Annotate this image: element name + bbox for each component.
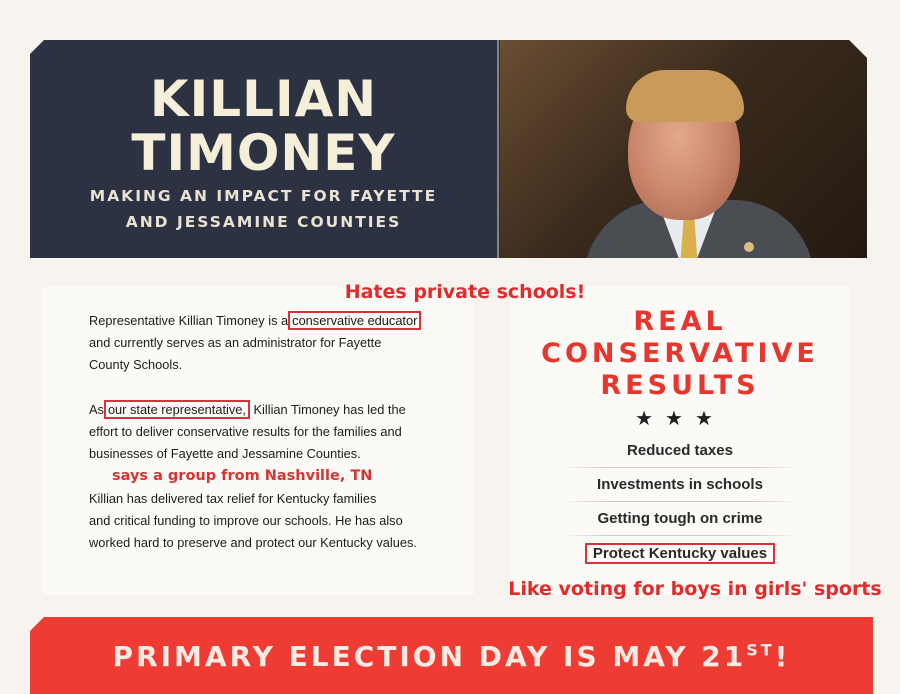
result-reduced-taxes: Reduced taxes (627, 442, 733, 459)
lapel-pin (744, 242, 754, 252)
election-exclaim: ! (774, 640, 791, 673)
p2-text-b: Killian Timoney has led the (253, 402, 406, 417)
name-line-2: TIMONEY (131, 124, 396, 182)
annotation-sports: Like voting for boys in girls' sports (508, 578, 882, 600)
p1-text-c: County Schools. (89, 357, 183, 372)
annotation-private-schools: Hates private schools! (344, 281, 586, 303)
conservative-educator-highlight: conservative educator (288, 311, 421, 330)
election-main-text: PRIMARY ELECTION DAY IS MAY 21 (112, 640, 747, 673)
tagline-line-1: MAKING AN IMPACT FOR FAYETTE (89, 187, 438, 205)
election-date-text (30, 640, 873, 673)
state-representative-highlight: our state representative, (104, 400, 250, 419)
divider (560, 535, 800, 536)
result-kentucky-values (560, 542, 800, 566)
bio-paragraph-1 (89, 310, 459, 376)
results-heading-line-3: RESULTS (600, 370, 760, 401)
result-tough-on-crime: Getting tough on crime (597, 510, 763, 527)
annotation-nashville: says a group from Nashville, TN (112, 468, 373, 484)
candidate-name (30, 72, 497, 180)
divider (560, 467, 800, 468)
p2-text-c: effort to deliver conservative results for the families and (89, 424, 402, 439)
divider (560, 501, 800, 502)
results-heading (510, 306, 850, 402)
p3-text-a: Killian has delivered tax relief for Kentucky families (89, 491, 377, 506)
stars-icon: ★★★ (635, 408, 725, 430)
tagline-line-2: AND JESSAMINE COUNTIES (125, 213, 402, 231)
results-heading-line-1: REAL (633, 306, 727, 337)
p1-text-b: and currently serves as an administrator for Fayette (89, 335, 382, 350)
p1-text-a: Representative Killian Timoney is a (89, 313, 289, 328)
bio-paragraph-3 (89, 488, 459, 554)
kentucky-values-highlight: Protect Kentucky values (585, 543, 775, 564)
election-suffix: ST (746, 640, 775, 660)
candidate-photo (500, 40, 867, 258)
fold-line (497, 40, 499, 258)
tagline (30, 183, 497, 235)
p3-text-b: and critical funding to improve our schools. He has also (89, 513, 403, 528)
p2-text-a: As (89, 402, 104, 417)
results-heading-line-2: CONSERVATIVE (541, 338, 819, 369)
result-investments-schools: Investments in schools (597, 476, 763, 493)
p3-text-c: worked hard to preserve and protect our Kentucky values. (89, 535, 417, 550)
name-line-1: KILLIAN (149, 70, 378, 128)
bio-paragraph-2 (89, 399, 459, 465)
p2-text-d: businesses of Fayette and Jessamine Counties. (89, 446, 361, 461)
photo-hair (626, 70, 744, 122)
